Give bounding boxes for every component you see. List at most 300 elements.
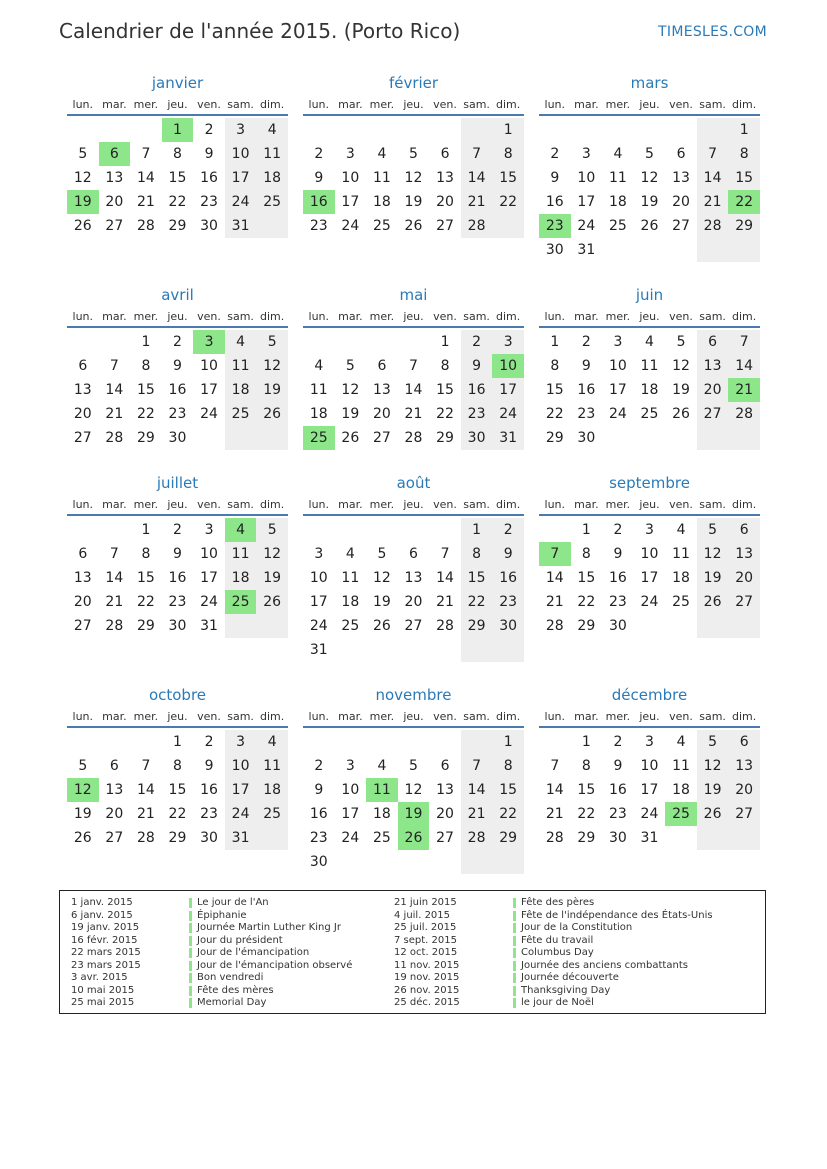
day-cell[interactable]: 2 bbox=[204, 734, 214, 750]
day-cell[interactable]: 30 bbox=[461, 426, 493, 450]
day-cell[interactable]: 2 bbox=[492, 518, 524, 542]
day-cell[interactable]: 24 bbox=[200, 406, 218, 422]
day-cell[interactable]: 5 bbox=[645, 146, 654, 162]
day-cell[interactable]: 28 bbox=[136, 218, 155, 234]
day-cell[interactable]: 6 bbox=[697, 330, 729, 354]
day-cell[interactable]: 28 bbox=[461, 826, 493, 850]
day-cell[interactable]: 3 bbox=[204, 522, 214, 538]
day-cell[interactable]: 15 bbox=[492, 166, 524, 190]
day-cell[interactable]: 21 bbox=[105, 406, 124, 422]
day-cell[interactable]: 5 bbox=[78, 758, 88, 774]
day-cell[interactable]: 14 bbox=[545, 782, 564, 798]
day-cell[interactable]: 5 bbox=[377, 546, 387, 562]
day-cell[interactable]: 20 bbox=[372, 406, 391, 422]
day-cell[interactable]: 29 bbox=[461, 614, 493, 638]
day-cell[interactable]: 9 bbox=[550, 170, 560, 186]
day-cell[interactable]: 23 bbox=[492, 590, 524, 614]
day-cell[interactable]: 10 bbox=[309, 570, 328, 586]
day-cell[interactable]: 12 bbox=[404, 782, 423, 798]
day-cell[interactable]: 26 bbox=[697, 802, 729, 826]
day-cell[interactable]: 14 bbox=[461, 166, 493, 190]
day-cell[interactable]: 9 bbox=[581, 358, 591, 374]
day-cell[interactable]: 8 bbox=[581, 758, 591, 774]
day-cell[interactable]: 22 bbox=[461, 590, 493, 614]
day-cell[interactable]: 30 bbox=[200, 218, 218, 234]
day-cell[interactable]: 17 bbox=[341, 806, 360, 822]
day-cell[interactable]: 16 bbox=[545, 194, 564, 210]
day-cell[interactable]: 18 bbox=[256, 166, 288, 190]
day-cell[interactable]: 10 bbox=[200, 546, 218, 562]
holiday-day-cell[interactable]: 25 bbox=[303, 426, 335, 450]
day-cell[interactable]: 11 bbox=[256, 754, 288, 778]
day-cell[interactable]: 15 bbox=[577, 570, 596, 586]
day-cell[interactable]: 2 bbox=[550, 146, 560, 162]
day-cell[interactable]: 16 bbox=[200, 170, 218, 186]
day-cell[interactable]: 19 bbox=[404, 194, 423, 210]
day-cell[interactable]: 30 bbox=[200, 830, 218, 846]
day-cell[interactable]: 6 bbox=[728, 730, 760, 754]
day-cell[interactable]: 6 bbox=[78, 358, 88, 374]
day-cell[interactable]: 18 bbox=[672, 782, 690, 798]
holiday-day-cell[interactable]: 25 bbox=[665, 802, 697, 826]
day-cell[interactable]: 17 bbox=[640, 782, 659, 798]
day-cell[interactable]: 5 bbox=[697, 518, 729, 542]
day-cell[interactable]: 27 bbox=[697, 402, 729, 426]
day-cell[interactable]: 17 bbox=[309, 594, 328, 610]
day-cell[interactable]: 5 bbox=[78, 146, 88, 162]
day-cell[interactable]: 16 bbox=[608, 570, 627, 586]
day-cell[interactable]: 25 bbox=[372, 218, 391, 234]
day-cell[interactable]: 3 bbox=[314, 546, 324, 562]
day-cell[interactable]: 15 bbox=[168, 170, 187, 186]
day-cell[interactable]: 27 bbox=[436, 830, 454, 846]
day-cell[interactable]: 29 bbox=[136, 618, 155, 634]
day-cell[interactable]: 9 bbox=[173, 546, 182, 562]
day-cell[interactable]: 10 bbox=[225, 142, 257, 166]
day-cell[interactable]: 21 bbox=[136, 194, 155, 210]
day-cell[interactable]: 22 bbox=[577, 594, 596, 610]
day-cell[interactable]: 3 bbox=[645, 734, 654, 750]
day-cell[interactable]: 14 bbox=[728, 354, 760, 378]
day-cell[interactable]: 4 bbox=[256, 730, 288, 754]
day-cell[interactable]: 15 bbox=[461, 566, 493, 590]
day-cell[interactable]: 19 bbox=[672, 382, 690, 398]
day-cell[interactable]: 1 bbox=[581, 522, 591, 538]
day-cell[interactable]: 11 bbox=[672, 546, 690, 562]
day-cell[interactable]: 16 bbox=[577, 382, 596, 398]
day-cell[interactable]: 29 bbox=[436, 430, 454, 446]
day-cell[interactable]: 28 bbox=[436, 618, 454, 634]
day-cell[interactable]: 22 bbox=[545, 406, 564, 422]
holiday-day-cell[interactable]: 19 bbox=[398, 802, 430, 826]
day-cell[interactable]: 27 bbox=[728, 802, 760, 826]
day-cell[interactable]: 23 bbox=[200, 806, 218, 822]
day-cell[interactable]: 1 bbox=[141, 334, 151, 350]
day-cell[interactable]: 25 bbox=[225, 402, 257, 426]
day-cell[interactable]: 24 bbox=[341, 830, 360, 846]
day-cell[interactable]: 30 bbox=[545, 242, 564, 258]
day-cell[interactable]: 23 bbox=[309, 218, 328, 234]
holiday-day-cell[interactable]: 7 bbox=[539, 542, 571, 566]
holiday-day-cell[interactable]: 11 bbox=[366, 778, 398, 802]
day-cell[interactable]: 5 bbox=[676, 334, 686, 350]
day-cell[interactable]: 24 bbox=[577, 218, 596, 234]
day-cell[interactable]: 1 bbox=[492, 730, 524, 754]
day-cell[interactable]: 12 bbox=[73, 170, 92, 186]
day-cell[interactable]: 22 bbox=[136, 406, 155, 422]
day-cell[interactable]: 4 bbox=[645, 334, 654, 350]
day-cell[interactable]: 2 bbox=[314, 146, 324, 162]
day-cell[interactable]: 16 bbox=[309, 806, 328, 822]
day-cell[interactable]: 4 bbox=[314, 358, 324, 374]
day-cell[interactable]: 16 bbox=[492, 566, 524, 590]
day-cell[interactable]: 21 bbox=[136, 806, 155, 822]
day-cell[interactable]: 24 bbox=[200, 594, 218, 610]
day-cell[interactable]: 2 bbox=[613, 522, 623, 538]
brand-link[interactable]: TIMESLES.COM bbox=[658, 24, 767, 40]
day-cell[interactable]: 13 bbox=[697, 354, 729, 378]
day-cell[interactable]: 7 bbox=[409, 358, 418, 374]
day-cell[interactable]: 30 bbox=[492, 614, 524, 638]
day-cell[interactable]: 1 bbox=[173, 734, 182, 750]
day-cell[interactable]: 4 bbox=[377, 146, 387, 162]
day-cell[interactable]: 20 bbox=[105, 194, 124, 210]
day-cell[interactable]: 31 bbox=[577, 242, 596, 258]
holiday-day-cell[interactable]: 23 bbox=[539, 214, 571, 238]
day-cell[interactable]: 8 bbox=[141, 358, 151, 374]
day-cell[interactable]: 5 bbox=[256, 330, 288, 354]
day-cell[interactable]: 1 bbox=[141, 522, 151, 538]
day-cell[interactable]: 18 bbox=[309, 406, 328, 422]
day-cell[interactable]: 30 bbox=[168, 618, 187, 634]
day-cell[interactable]: 21 bbox=[545, 806, 564, 822]
day-cell[interactable]: 11 bbox=[341, 570, 360, 586]
day-cell[interactable]: 11 bbox=[608, 170, 627, 186]
day-cell[interactable]: 7 bbox=[109, 546, 119, 562]
day-cell[interactable]: 2 bbox=[173, 522, 182, 538]
day-cell[interactable]: 6 bbox=[377, 358, 387, 374]
day-cell[interactable]: 24 bbox=[492, 402, 524, 426]
day-cell[interactable]: 27 bbox=[728, 590, 760, 614]
day-cell[interactable]: 8 bbox=[492, 754, 524, 778]
holiday-day-cell[interactable]: 3 bbox=[193, 330, 225, 354]
day-cell[interactable]: 28 bbox=[105, 618, 124, 634]
day-cell[interactable]: 24 bbox=[309, 618, 328, 634]
day-cell[interactable]: 29 bbox=[136, 430, 155, 446]
day-cell[interactable]: 14 bbox=[697, 166, 729, 190]
day-cell[interactable]: 23 bbox=[168, 406, 187, 422]
day-cell[interactable]: 24 bbox=[608, 406, 627, 422]
day-cell[interactable]: 7 bbox=[697, 142, 729, 166]
day-cell[interactable]: 4 bbox=[225, 330, 257, 354]
day-cell[interactable]: 18 bbox=[640, 382, 659, 398]
day-cell[interactable]: 26 bbox=[697, 590, 729, 614]
day-cell[interactable]: 31 bbox=[225, 214, 257, 238]
day-cell[interactable]: 22 bbox=[136, 594, 155, 610]
day-cell[interactable]: 19 bbox=[256, 378, 288, 402]
holiday-day-cell[interactable]: 12 bbox=[67, 778, 99, 802]
day-cell[interactable]: 28 bbox=[545, 618, 564, 634]
day-cell[interactable]: 1 bbox=[461, 518, 493, 542]
day-cell[interactable]: 18 bbox=[256, 778, 288, 802]
day-cell[interactable]: 8 bbox=[461, 542, 493, 566]
day-cell[interactable]: 25 bbox=[256, 802, 288, 826]
day-cell[interactable]: 29 bbox=[168, 830, 187, 846]
day-cell[interactable]: 6 bbox=[676, 146, 686, 162]
day-cell[interactable]: 16 bbox=[168, 382, 187, 398]
day-cell[interactable]: 13 bbox=[73, 570, 92, 586]
day-cell[interactable]: 6 bbox=[440, 146, 450, 162]
day-cell[interactable]: 9 bbox=[204, 758, 214, 774]
day-cell[interactable]: 28 bbox=[728, 402, 760, 426]
day-cell[interactable]: 12 bbox=[697, 754, 729, 778]
day-cell[interactable]: 3 bbox=[645, 522, 654, 538]
day-cell[interactable]: 19 bbox=[697, 778, 729, 802]
day-cell[interactable]: 26 bbox=[73, 218, 92, 234]
day-cell[interactable]: 25 bbox=[640, 406, 659, 422]
day-cell[interactable]: 6 bbox=[78, 546, 88, 562]
day-cell[interactable]: 21 bbox=[461, 190, 493, 214]
day-cell[interactable]: 16 bbox=[608, 782, 627, 798]
day-cell[interactable]: 3 bbox=[581, 146, 591, 162]
day-cell[interactable]: 29 bbox=[577, 830, 596, 846]
day-cell[interactable]: 20 bbox=[73, 594, 92, 610]
day-cell[interactable]: 4 bbox=[377, 758, 387, 774]
day-cell[interactable]: 17 bbox=[492, 378, 524, 402]
day-cell[interactable]: 8 bbox=[550, 358, 560, 374]
holiday-day-cell[interactable]: 6 bbox=[99, 142, 131, 166]
day-cell[interactable]: 2 bbox=[173, 334, 182, 350]
day-cell[interactable]: 20 bbox=[404, 594, 423, 610]
day-cell[interactable]: 31 bbox=[640, 830, 659, 846]
day-cell[interactable]: 23 bbox=[200, 194, 218, 210]
day-cell[interactable]: 7 bbox=[728, 330, 760, 354]
day-cell[interactable]: 27 bbox=[672, 218, 690, 234]
day-cell[interactable]: 13 bbox=[372, 382, 391, 398]
day-cell[interactable]: 15 bbox=[728, 166, 760, 190]
day-cell[interactable]: 29 bbox=[492, 826, 524, 850]
day-cell[interactable]: 11 bbox=[256, 142, 288, 166]
day-cell[interactable]: 4 bbox=[613, 146, 623, 162]
day-cell[interactable]: 6 bbox=[109, 758, 119, 774]
day-cell[interactable]: 23 bbox=[309, 830, 328, 846]
day-cell[interactable]: 29 bbox=[577, 618, 596, 634]
holiday-day-cell[interactable]: 1 bbox=[162, 118, 194, 142]
day-cell[interactable]: 28 bbox=[545, 830, 564, 846]
day-cell[interactable]: 16 bbox=[200, 782, 218, 798]
day-cell[interactable]: 30 bbox=[608, 618, 627, 634]
day-cell[interactable]: 14 bbox=[136, 782, 155, 798]
day-cell[interactable]: 11 bbox=[225, 354, 257, 378]
day-cell[interactable]: 21 bbox=[436, 594, 454, 610]
day-cell[interactable]: 22 bbox=[436, 406, 454, 422]
day-cell[interactable]: 19 bbox=[697, 566, 729, 590]
day-cell[interactable]: 17 bbox=[577, 194, 596, 210]
day-cell[interactable]: 26 bbox=[672, 406, 690, 422]
day-cell[interactable]: 13 bbox=[728, 754, 760, 778]
day-cell[interactable]: 9 bbox=[613, 546, 623, 562]
day-cell[interactable]: 26 bbox=[256, 590, 288, 614]
day-cell[interactable]: 27 bbox=[105, 218, 124, 234]
day-cell[interactable]: 15 bbox=[492, 778, 524, 802]
day-cell[interactable]: 22 bbox=[577, 806, 596, 822]
day-cell[interactable]: 3 bbox=[225, 730, 257, 754]
day-cell[interactable]: 20 bbox=[728, 778, 760, 802]
day-cell[interactable]: 12 bbox=[341, 382, 360, 398]
day-cell[interactable]: 7 bbox=[141, 758, 151, 774]
day-cell[interactable]: 12 bbox=[640, 170, 659, 186]
day-cell[interactable]: 30 bbox=[309, 854, 328, 870]
day-cell[interactable]: 8 bbox=[173, 146, 182, 162]
day-cell[interactable]: 15 bbox=[136, 570, 155, 586]
day-cell[interactable]: 9 bbox=[204, 146, 214, 162]
day-cell[interactable]: 20 bbox=[436, 806, 454, 822]
day-cell[interactable]: 23 bbox=[608, 594, 627, 610]
day-cell[interactable]: 18 bbox=[372, 194, 391, 210]
day-cell[interactable]: 2 bbox=[461, 330, 493, 354]
day-cell[interactable]: 28 bbox=[136, 830, 155, 846]
day-cell[interactable]: 24 bbox=[225, 802, 257, 826]
day-cell[interactable]: 22 bbox=[492, 190, 524, 214]
day-cell[interactable]: 10 bbox=[200, 358, 218, 374]
day-cell[interactable]: 4 bbox=[345, 546, 355, 562]
day-cell[interactable]: 23 bbox=[461, 402, 493, 426]
day-cell[interactable]: 3 bbox=[345, 758, 355, 774]
day-cell[interactable]: 25 bbox=[256, 190, 288, 214]
day-cell[interactable]: 3 bbox=[492, 330, 524, 354]
day-cell[interactable]: 19 bbox=[372, 594, 391, 610]
day-cell[interactable]: 9 bbox=[492, 542, 524, 566]
holiday-day-cell[interactable]: 16 bbox=[303, 190, 335, 214]
day-cell[interactable]: 6 bbox=[440, 758, 450, 774]
day-cell[interactable]: 24 bbox=[225, 190, 257, 214]
day-cell[interactable]: 28 bbox=[697, 214, 729, 238]
day-cell[interactable]: 5 bbox=[345, 358, 355, 374]
day-cell[interactable]: 16 bbox=[461, 378, 493, 402]
day-cell[interactable]: 20 bbox=[672, 194, 690, 210]
day-cell[interactable]: 30 bbox=[168, 430, 187, 446]
day-cell[interactable]: 1 bbox=[728, 118, 760, 142]
day-cell[interactable]: 14 bbox=[105, 570, 124, 586]
day-cell[interactable]: 13 bbox=[436, 170, 454, 186]
day-cell[interactable]: 11 bbox=[309, 382, 328, 398]
day-cell[interactable]: 9 bbox=[314, 170, 324, 186]
day-cell[interactable]: 9 bbox=[314, 782, 324, 798]
holiday-day-cell[interactable]: 25 bbox=[225, 590, 257, 614]
day-cell[interactable]: 9 bbox=[461, 354, 493, 378]
holiday-day-cell[interactable]: 21 bbox=[728, 378, 760, 402]
day-cell[interactable]: 7 bbox=[461, 754, 493, 778]
day-cell[interactable]: 17 bbox=[200, 382, 218, 398]
day-cell[interactable]: 11 bbox=[672, 758, 690, 774]
day-cell[interactable]: 21 bbox=[404, 406, 423, 422]
day-cell[interactable]: 19 bbox=[256, 566, 288, 590]
day-cell[interactable]: 18 bbox=[608, 194, 627, 210]
day-cell[interactable]: 10 bbox=[640, 758, 659, 774]
day-cell[interactable]: 11 bbox=[372, 170, 391, 186]
day-cell[interactable]: 8 bbox=[440, 358, 450, 374]
day-cell[interactable]: 9 bbox=[173, 358, 182, 374]
day-cell[interactable]: 17 bbox=[608, 382, 627, 398]
day-cell[interactable]: 21 bbox=[461, 802, 493, 826]
day-cell[interactable]: 20 bbox=[697, 378, 729, 402]
day-cell[interactable]: 13 bbox=[73, 382, 92, 398]
day-cell[interactable]: 27 bbox=[73, 618, 92, 634]
day-cell[interactable]: 15 bbox=[577, 782, 596, 798]
day-cell[interactable]: 21 bbox=[697, 190, 729, 214]
day-cell[interactable]: 27 bbox=[404, 618, 423, 634]
day-cell[interactable]: 19 bbox=[341, 406, 360, 422]
day-cell[interactable]: 2 bbox=[613, 734, 623, 750]
day-cell[interactable]: 17 bbox=[200, 570, 218, 586]
day-cell[interactable]: 25 bbox=[341, 618, 360, 634]
day-cell[interactable]: 8 bbox=[581, 546, 591, 562]
day-cell[interactable]: 26 bbox=[341, 430, 360, 446]
day-cell[interactable]: 12 bbox=[372, 570, 391, 586]
day-cell[interactable]: 27 bbox=[372, 430, 391, 446]
day-cell[interactable]: 27 bbox=[73, 430, 92, 446]
day-cell[interactable]: 6 bbox=[728, 518, 760, 542]
day-cell[interactable]: 17 bbox=[225, 166, 257, 190]
day-cell[interactable]: 12 bbox=[256, 354, 288, 378]
day-cell[interactable]: 23 bbox=[168, 594, 187, 610]
day-cell[interactable]: 3 bbox=[613, 334, 623, 350]
day-cell[interactable]: 7 bbox=[550, 758, 560, 774]
day-cell[interactable]: 13 bbox=[672, 170, 690, 186]
holiday-day-cell[interactable]: 19 bbox=[67, 190, 99, 214]
day-cell[interactable]: 13 bbox=[436, 782, 454, 798]
day-cell[interactable]: 5 bbox=[697, 730, 729, 754]
day-cell[interactable]: 20 bbox=[105, 806, 124, 822]
holiday-day-cell[interactable]: 22 bbox=[728, 190, 760, 214]
day-cell[interactable]: 10 bbox=[341, 170, 360, 186]
day-cell[interactable]: 2 bbox=[204, 122, 214, 138]
day-cell[interactable]: 25 bbox=[608, 218, 627, 234]
day-cell[interactable]: 29 bbox=[545, 430, 564, 446]
day-cell[interactable]: 13 bbox=[105, 782, 124, 798]
day-cell[interactable]: 6 bbox=[409, 546, 418, 562]
day-cell[interactable]: 1 bbox=[581, 734, 591, 750]
day-cell[interactable]: 8 bbox=[173, 758, 182, 774]
day-cell[interactable]: 14 bbox=[404, 382, 423, 398]
day-cell[interactable]: 4 bbox=[676, 522, 686, 538]
day-cell[interactable]: 18 bbox=[341, 594, 360, 610]
day-cell[interactable]: 18 bbox=[225, 378, 257, 402]
day-cell[interactable]: 24 bbox=[341, 218, 360, 234]
day-cell[interactable]: 12 bbox=[256, 542, 288, 566]
day-cell[interactable]: 15 bbox=[545, 382, 564, 398]
day-cell[interactable]: 18 bbox=[372, 806, 391, 822]
day-cell[interactable]: 14 bbox=[136, 170, 155, 186]
day-cell[interactable]: 23 bbox=[577, 406, 596, 422]
day-cell[interactable]: 9 bbox=[613, 758, 623, 774]
day-cell[interactable]: 19 bbox=[73, 806, 92, 822]
day-cell[interactable]: 24 bbox=[640, 594, 659, 610]
day-cell[interactable]: 17 bbox=[225, 778, 257, 802]
day-cell[interactable]: 30 bbox=[577, 430, 596, 446]
day-cell[interactable]: 11 bbox=[640, 358, 659, 374]
day-cell[interactable]: 28 bbox=[461, 214, 493, 238]
holiday-day-cell[interactable]: 10 bbox=[492, 354, 524, 378]
day-cell[interactable]: 10 bbox=[225, 754, 257, 778]
day-cell[interactable]: 31 bbox=[200, 618, 218, 634]
day-cell[interactable]: 20 bbox=[73, 406, 92, 422]
day-cell[interactable]: 11 bbox=[225, 542, 257, 566]
day-cell[interactable]: 13 bbox=[728, 542, 760, 566]
holiday-day-cell[interactable]: 26 bbox=[398, 826, 430, 850]
day-cell[interactable]: 8 bbox=[492, 142, 524, 166]
day-cell[interactable]: 18 bbox=[225, 566, 257, 590]
